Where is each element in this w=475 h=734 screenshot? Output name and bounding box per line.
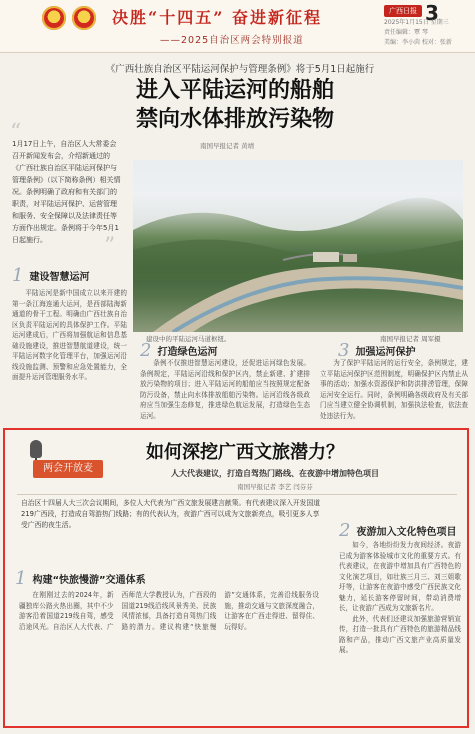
canal-photo [133,160,463,332]
section-heading-1 [12,265,132,281]
section-body-3: 为了保护平陆运河的运行安全，条例规定，建立平陆运河保护区范围制度，明确保护区内禁止从事的活动；加强水资源保护和防洪排涝管理，保障运河安全运行。同时，条例明确各级政府及有关部门应当建立健全协调机制，加强执法检查，依法查处违法行为。 [320,359,468,420]
divider [17,494,457,495]
section-number: 2 [140,340,152,356]
feature-subtitle: 人大代表建议，打造自驾热门路线、在夜游中增加特色项目 [171,469,379,478]
feature-intro: 自治区十四届人大三次会议期间，多位人大代表为广西文旅发展建言献策。有代表建议深入开发国道219广西段，打造成自驾游热门线路；有的代表认为，夜游广西可以成为文旅新亮点，吸引更多人享受广西的夜生活。 [21,499,321,529]
photo-credit: 南国早报记者 周军摄 [380,335,441,343]
feature-box [3,428,469,728]
open-quote-icon: “ [10,120,22,145]
feature-title: 如何深挖广西文旅潜力？ [146,442,344,463]
feature-section-body-2: 如今，各地纷纷发力夜间经济。夜游已成为游客体验城市文化的重要方式。有代表建议，在夜游中增加具有广西特色的文化演艺项目，如壮族三月三、刘三姐歌圩等，让游客在夜游中感受广西民族文化魅力，延长游客停留时间，带动消费增长，让夜游广西成为文旅新名片。 此外，代表们还建议加强旅游营销宣传，打造一批具有广西特色的旅游精品线路和产品，推动广西文旅产业高质量发展。 [339,541,461,654]
lead-headline-line2: 禁向水体排放污染物 [135,106,334,132]
photo-caption: 建设中的平陆运河马道枢纽。 [146,335,231,343]
section-heading-2 [140,340,280,356]
section-number: 1 [15,568,27,584]
national-emblem-icon [72,6,96,30]
close-quote-icon: ” [104,234,116,259]
section-title: 加强运河保护 [355,347,416,356]
section-number: 2 [339,520,351,536]
section-title: 建设智慧运河 [29,272,90,281]
lead-summary: 1月17日上午，自治区人大常委会召开新闻发布会，介绍新通过的《广西壮族自治区平陆运河保护与管理条例》（以下简称条例）相关情况。条例明确了政府和有关部门的职责，对平陆运河保护、运营管理和服务、安全保障以及法律责任等方面作出规定。条例将于今年5月1日起施行。 [12,140,121,244]
section-number: 1 [12,265,24,281]
feature-section-heading-1 [15,568,215,584]
masthead [0,0,475,53]
paper-logo: 广西日报 [384,5,422,17]
feature-byline: 南国早报记者 李艺 闫芬芬 [237,483,313,491]
column-badge: 两会开放麦 [33,460,103,478]
designer-line: 美编：李小茵 校对：张新 [384,39,452,46]
section-title: 构建“快旅慢游”交通体系 [32,575,146,584]
feature-section-body-1: 在刚刚过去的2024年，新疆独库公路火热出圈，其中不少游客沿着国道219线自驾，感受沿途风光。自治区人大代表、广西师范大学教授认为，广西段的国道219线沿线风景秀美、民族风情浓郁，具备打造自驾热门线路的潜力。建议构建“快旅慢游”交通体系，完善沿线服务设施，推动交通与文旅深度融合，让游客在广西走得进、留得住、玩得好。 [19,591,319,631]
party-emblem-icon [42,6,66,30]
page-number: 3 [425,1,439,25]
section-title: 打造绿色运河 [157,347,218,356]
column-subtitle: ——2025自治区两会特别报道 [160,32,320,46]
column-title: 决胜“十四五” 奋进新征程 [112,8,322,27]
section-title: 夜游加入文化特色项目 [356,527,457,536]
section-body-1: 平陆运河是新中国成立以来开建的第一条江海连通大运河，是西部陆海新通道的骨干工程。明确由广西壮族自治区负责平陆运河的具体保护工作。平陆运河建成后，广西将加强航运和信息基础设施建设，推进智慧航道建设，统一平陆运河数字化管理平台，加强运河沿线设施监测、预警和应急处置能力，全面提升运河管理服务水平。 [12,289,127,381]
lead-kicker: 《广西壮族自治区平陆运河保护与管理条例》将于5月1日起施行 [105,64,375,75]
lead-byline: 南国早报记者 黄靖 [200,142,255,150]
section-body-2: 条例不仅推进智慧运河建设，还促进运河绿色发展。条例规定，平陆运河沿线和保护区内，禁止新建、扩建排放污染物的项目；进入平陆运河的船舶应当按照规定配备防污设备，禁止向水体排放船舶污染物。运河沿线各级政府应当加强生态修复，推进绿色航运发展，打造绿色生态运河。 [140,359,310,420]
feature-section-heading-2 [339,520,469,536]
date-line: 2025年1月15日 星期三 [384,19,449,26]
lead-headline-line1: 进入平陆运河的船舶 [135,77,334,103]
editor-line: 责任编辑：覃 琴 [384,29,428,36]
section-number: 3 [338,340,350,356]
section-heading-3 [338,340,468,356]
